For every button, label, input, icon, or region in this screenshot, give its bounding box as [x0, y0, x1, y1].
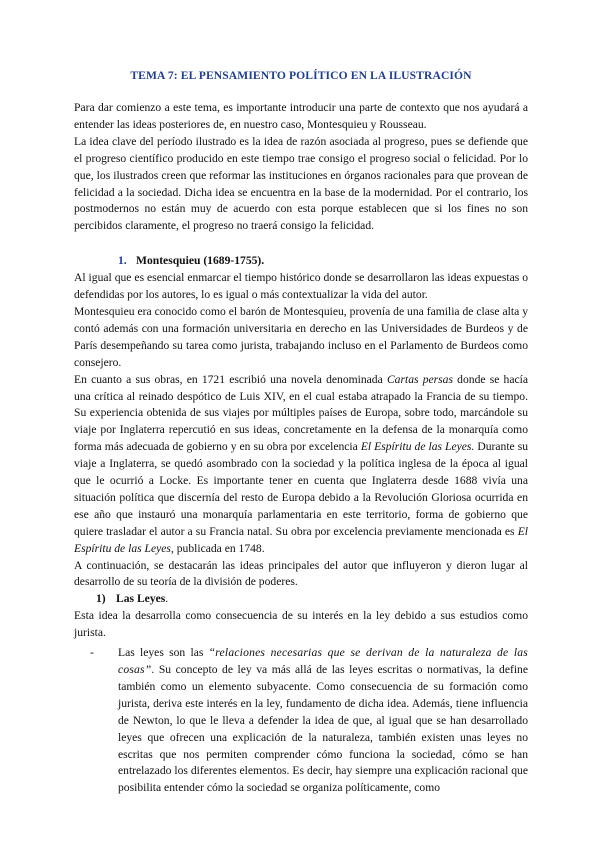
work-title-cartas-persas: Cartas persas: [386, 372, 453, 386]
spacer: [74, 235, 528, 253]
list-item: [74, 645, 528, 797]
text-run: , publicada en 1748.: [170, 541, 265, 555]
list-item-text: [118, 645, 528, 797]
montesquieu-paragraph-4: A continuación, se destacarán las ideas principales del autor que influyeron y dieron lugar al desarrollo de su teoría de la división de poderes.: [74, 558, 528, 589]
work-title-espiritu-leyes-2: El Espíritu de las Leyes: [74, 524, 528, 555]
quotation: “relaciones necesarias que se derivan de la naturaleza de las cosas”: [118, 646, 528, 676]
text-run: Las leyes son las: [118, 646, 209, 660]
list-bullet-dash: -: [90, 646, 94, 660]
section-number: 1.: [118, 254, 127, 268]
document-page: [74, 0, 528, 797]
montesquieu-paragraph-2: Montesquieu era conocido como el barón de Montesquieu, provenía de una familia de clase alta y contó además con una formación universitaria en derecho en las Universidades de Burdeos y de París desempeñando su tarea como jurista, trabajando incluso en el Parlamento de Burdeos como consejero.: [74, 304, 528, 369]
section-heading-montesquieu: [74, 253, 528, 270]
montesquieu-paragraph-3: [74, 372, 528, 558]
text-run: En cuanto a sus obras, en 1721 escribió una novela denominada: [74, 372, 387, 386]
subsection-heading-leyes: [74, 591, 528, 608]
leyes-paragraph-1: Esta idea la desarrolla como consecuencia de su interés en la ley debido a sus estudios como jurista.: [74, 609, 528, 640]
work-title-espiritu-leyes: El Espíritu de las Leyes.: [360, 440, 475, 454]
subsection-heading-suffix: .: [165, 592, 169, 606]
text-run: . Su concepto de ley va más allá de las leyes escritas o normativas, la define también como un elemento subyacente. Como consecuencia de su formación como jurista, deriva este interés en la ley, fundamento de dicha idea. Además, tiene influencia de Newton, lo que le lleva a defender la idea de que, al igual que se han desarrollado leyes que ofrecen una explicación de la naturaleza, también existen unas leyes no escritas que nos permiten comprender cómo funciona la sociedad, cómo se han entrelazado los diferentes elementos. Es decir, hay siempre una explicación racional que posibilita entender cómo la sociedad se organiza políticamente, como: [118, 663, 528, 795]
text-run: Durante su viaje a Inglaterra, se quedó asombrado con la sociedad y la política inglesa de la época al igual que le ocurrió a Locke. Es importante tener en cuenta que Inglaterra desde 1688 vivía una situación política que discernía del resto de Europa debido a la Revolución Gloriosa ocurrida en ese año que instauró una monarquía parlamentaria en este territorio, forma de gobierno que quiere trasladar el autor a su Francia natal. Su obra por excelencia previamente mencionada es: [74, 440, 529, 538]
subsection-number: 1): [96, 592, 106, 606]
spacer: [74, 83, 528, 100]
text-run: donde se hacía una crítica al reinado despótico de Luis XIV, en el cual estaba atrapado la Francia de su tiempo. Su experiencia obtenida de sus viajes por múltiples países de Europa, sobre todo, marcándole su viaje por Inglaterra repercutió en sus ideas, concretamente en la defensa de la monarquía como forma más adecuada de gobierno y en su obra por excelencia: [74, 372, 529, 454]
section-heading-text: Montesquieu (1689-1755).: [136, 254, 265, 268]
montesquieu-paragraph-1: Al igual que es esencial enmarcar el tiempo histórico donde se desarrollaron las ideas expuestas o defendidas por los autores, lo es igual o más contextualizar la vida del autor.: [74, 271, 528, 302]
intro-paragraph-1: Para dar comienzo a este tema, es importante introducir una parte de contexto que nos ayudará a entender las ideas posteriores de, en nuestro caso, Montesquieu y Rousseau.: [74, 101, 528, 131]
intro-paragraph-2: La idea clave del período ilustrado es la idea de razón asociada al progreso, pues se defiende que el progreso científico producido en este tiempo trae consigo el progreso social o felicidad. Por lo que, los ilustrados creen que reformar las instituciones en órganos racionales para que provean de felicidad a la sociedad. Dicha idea se encuentra en la base de la modernidad. Por el contrario, los postmodernos no están muy de acuerdo con esta porque establecen que si los fines no son percibidos claramente, el progreso no traerá consigo la felicidad.: [74, 134, 528, 233]
subsection-heading-text: Las Leyes: [116, 592, 166, 606]
document-title: TEMA 7: EL PENSAMIENTO POLÍTICO EN LA ILUSTRACIÓN: [130, 69, 472, 82]
